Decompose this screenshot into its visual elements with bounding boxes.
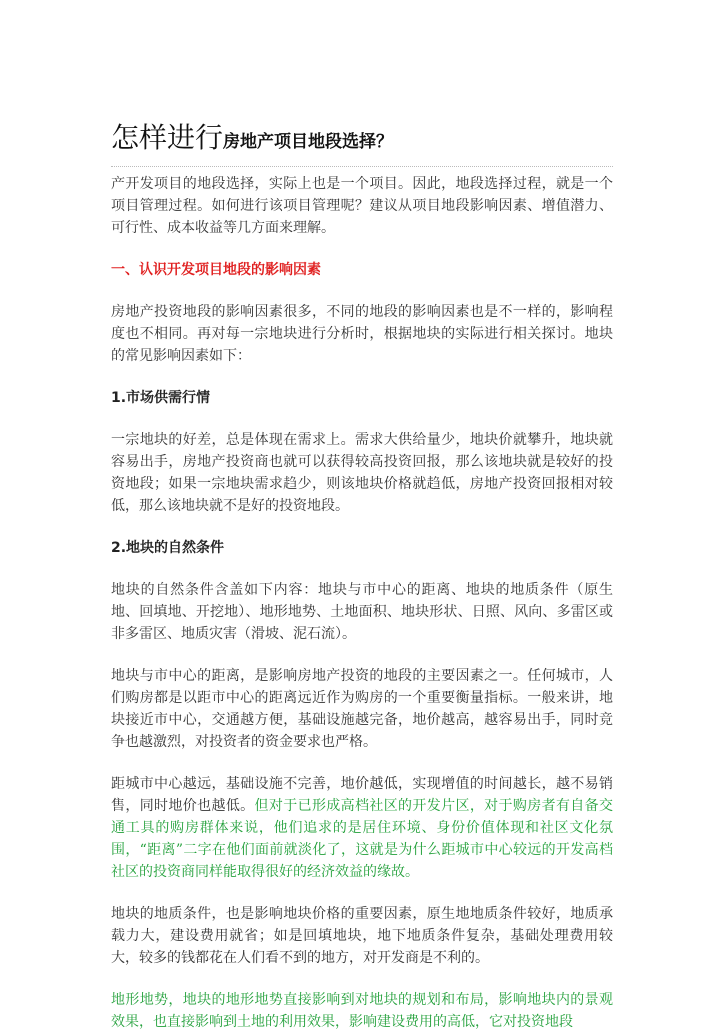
market-paragraph: 一宗地块的好差，总是体现在需求上。需求大供给量少，地块价就攀升，地块就容易出手，房地产投资商也就可以获得较高投资回报，那么该地块就是较好的投资地段；如果一宗地块需求趋少，则该地块价格就趋低，房地产投资回报相对较低，那么该地块就不是好的投资地段。 — [111, 432, 613, 514]
highlighted-text: 但对于已形成高档社区的开发片区，对于购房者有自备交通工具的购房群体来说，他们追求的是居住环境、身份价值体现和社区文化氛围，“距离”二字在他们面前就淡化了，这就是为什么距城市中心较远的开发高档社区的投资商同样能取得很好的经济效益的缘故。 — [111, 798, 614, 880]
section-paragraph: 房地产投资地段的影响因素很多，不同的地段的影响因素也是不一样的，影响程度也不相同。再对每一宗地块进行分析时，根据地块的实际进行相关探讨。地块的常见影响因素如下： — [111, 304, 613, 364]
title-main: 怎样进行 — [111, 121, 224, 154]
subheading-natural-conditions: 2.地块的自然条件 — [111, 540, 225, 556]
subheading-market: 1.市场供需行情 — [111, 390, 211, 406]
page-title — [111, 118, 613, 167]
terrain-paragraph: 地形地势，地块的地形地势直接影响到对地块的规划和布局，影响地块内的景观效果，也直接影响到土地的利用效果，影响建设费用的高低，它对投资地段 — [111, 992, 613, 1030]
intro-paragraph: 产开发项目的地段选择，实际上也是一个项目。因此，地段选择过程，就是一个项目管理过程。如何进行该项目管理呢？建议从项目地段影响因素、增值潜力、可行性、成本收益等几方面来理解。 — [111, 176, 613, 236]
distance-paragraph: 地块与市中心的距离，是影响房地产投资的地段的主要因素之一。任何城市，人们购房都是以距市中心的距离远近作为购房的一个重要衡量指标。一般来讲，地块接近市中心，交通越方便，基础设施越完备，地价越高，越容易出手，同时竞争也越激烈，对投资者的资金要求也严格。 — [111, 668, 613, 750]
geology-paragraph: 地块的地质条件，也是影响地块价格的重要因素，原生地地质条件较好，地质承载力大，建设费用就省；如是回填地块，地下地质条件复杂，基础处理费用较大，较多的钱都花在人们看不到的地方，对开发商是不利的。 — [111, 906, 613, 966]
title-sub: 房地产项目地段选择？ — [223, 132, 394, 152]
far-distance-paragraph — [111, 773, 613, 883]
far-distance-text: 距城市中心越远，基础设施不完善，地价越低，实现增值的时间越长，越不易销售，同时地价也越低。 — [111, 776, 613, 814]
natural-conditions-paragraph: 地块的自然条件含盖如下内容：地块与市中心的距离、地块的地质条件（原生地、回填地、开挖地）、地形地势、土地面积、地块形状、日照、风向、多雷区或非多雷区、地质灾害（滑坡、泥石流）。 — [111, 582, 613, 642]
article — [111, 118, 613, 1033]
section-heading-factors: 一、认识开发项目地段的影响因素 — [111, 262, 321, 278]
